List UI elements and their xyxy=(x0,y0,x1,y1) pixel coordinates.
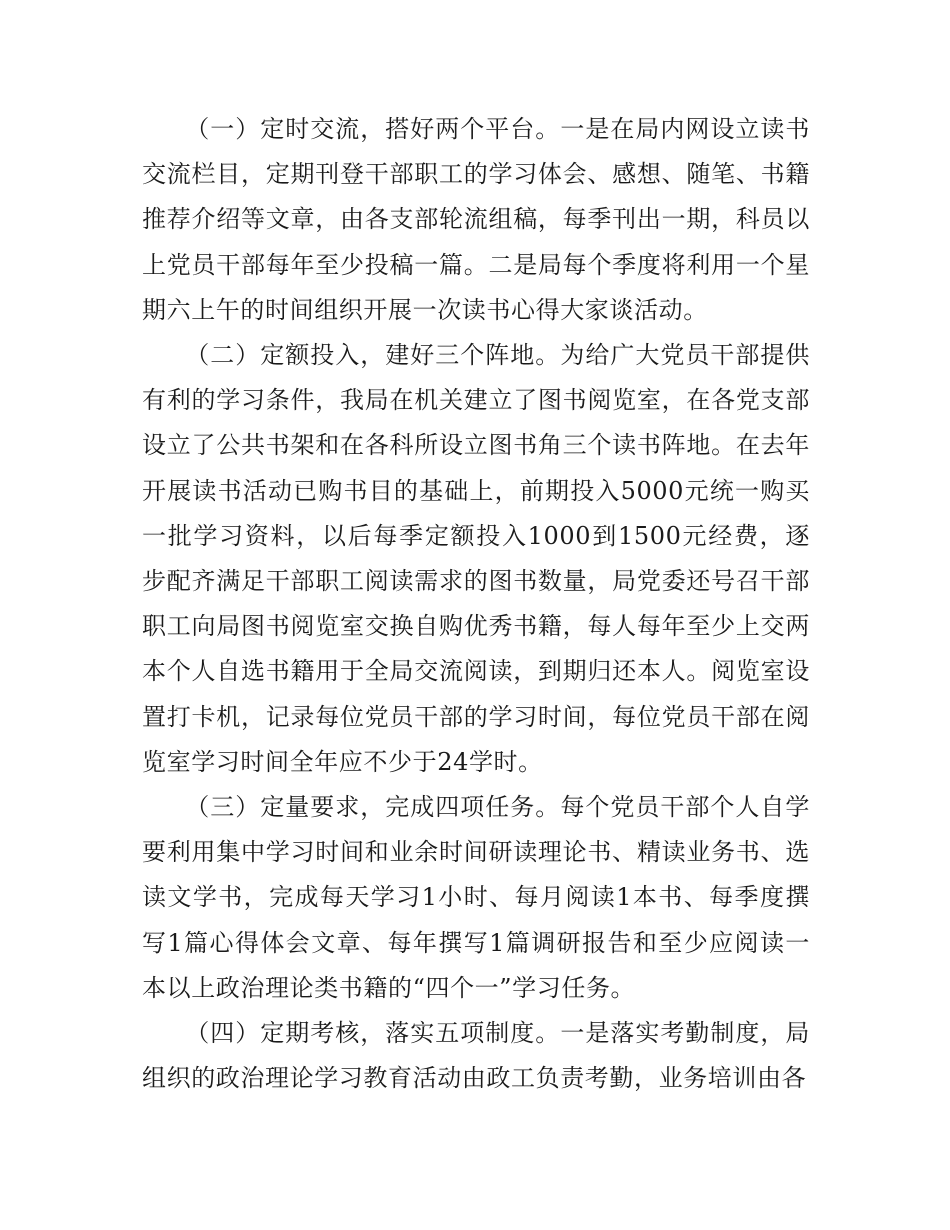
paragraph-platforms: （一）定时交流，搭好两个平台。一是在局内网设立读书交流栏目，定期刊登干部职工的学习体会、感想、随笔、书籍推荐介绍等文章，由各支部轮流组稿，每季刊出一期，科员以上党员干部每年至少投稿一篇。二是局每个季度将利用一个星期六上午的时间组织开展一次读书心得大家谈活动。 xyxy=(142,115,810,324)
paragraph-assessment-rules: （四）定期考核，落实五项制度。一是落实考勤制度，局组织的政治理论学习教育活动由政工负责考勤，业务培训由各 xyxy=(142,1019,810,1093)
document-body xyxy=(142,107,810,1101)
paragraph-reading-sites: （二）定额投入，建好三个阵地。为给广大党员干部提供有利的学习条件，我局在机关建立了图书阅览室，在各党支部设立了公共书架和在各科所设立图书角三个读书阵地。在去年开展读书活动已购书目的基础上，前期投入5000元统一购买一批学习资料，以后每季定额投入1000到1500元经费，逐步配齐满足干部职工阅读需求的图书数量，局党委还号召干部职工向局图书阅览室交换自购优秀书籍，每人每年至少上交两本个人自选书籍用于全局交流阅读，到期归还本人。阅览室设置打卡机，记录每位党员干部的学习时间，每位党员干部在阅览室学习时间全年应不少于24学时。 xyxy=(142,341,810,776)
paragraph-study-tasks: （三）定量要求，完成四项任务。每个党员干部个人自学要利用集中学习时间和业余时间研读理论书、精读业务书、选读文学书，完成每天学习1小时、每月阅读1本书、每季度撰写1篇心得体会文章、每年撰写1篇调研报告和至少应阅读一本以上政治理论类书籍的“四个一”学习任务。 xyxy=(142,793,810,1002)
